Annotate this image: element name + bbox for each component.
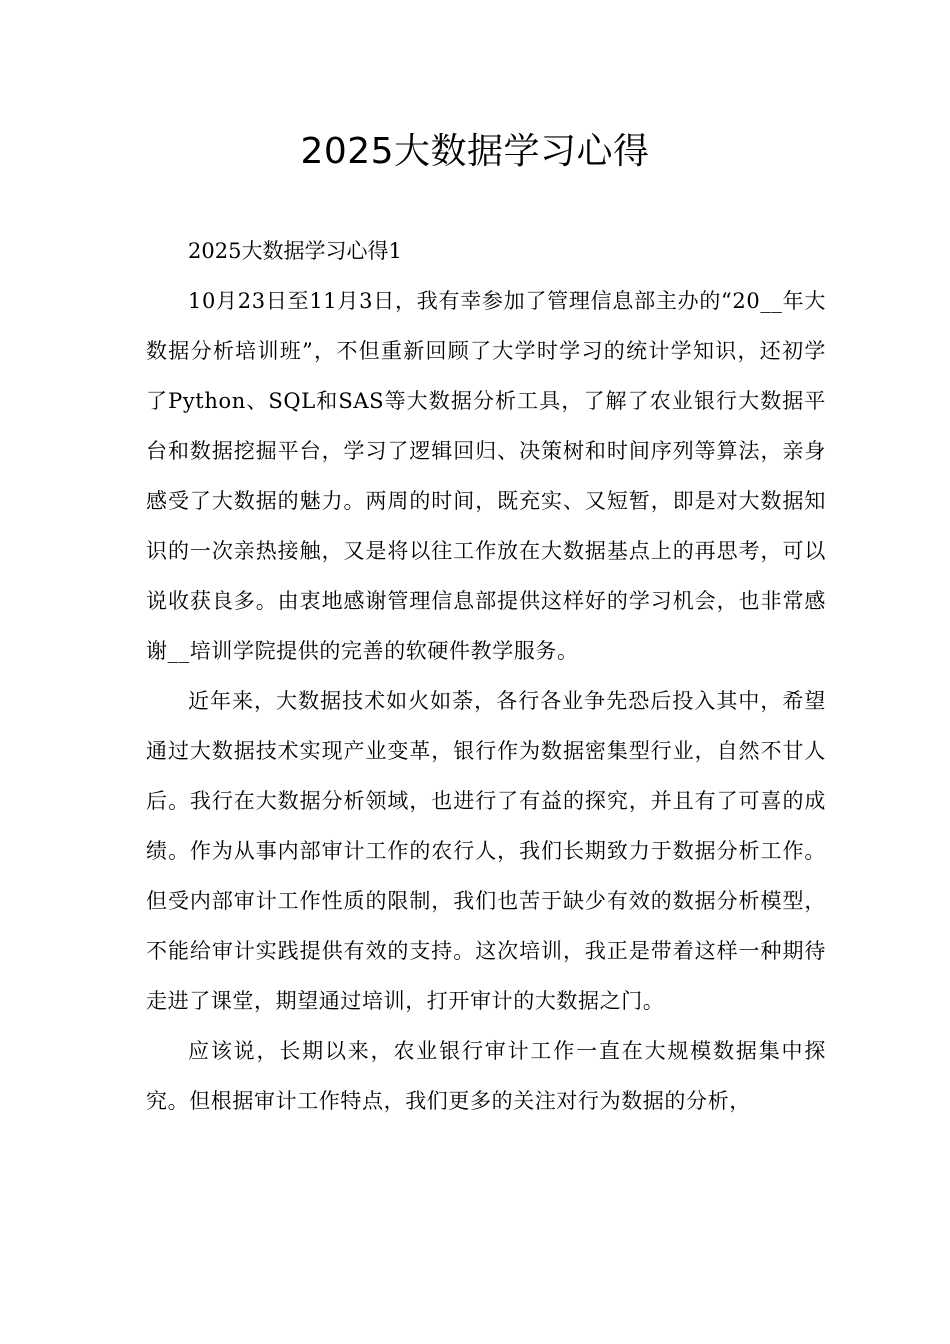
paragraph-1: 10月23日至11月3日，我有幸参加了管理信息部主办的“20__年大数据分析培训班”，不但重新回顾了大学时学习的统计学知识，还初学了Python、SQL和SAS等大数据分析工具，了解了农业银行大数据平台和数据挖掘平台，学习了逻辑回归、决策树和时间序列等算法，亲身感受了大数据的魅力。两周的时间，既充实、又短暂，即是对大数据知识的一次亲热接触，又是将以往工作放在大数据基点上的再思考，可以说收获良多。由衷地感谢管理信息部提供这样好的学习机会，也非常感谢__培训学院提供的完善的软硬件教学服务。 [146, 289, 826, 663]
document-body [146, 226, 826, 1126]
paragraph-3: 应该说，长期以来，农业银行审计工作一直在大规模数据集中探究。但根据审计工作特点，我们更多的关注对行为数据的分析， [146, 1039, 826, 1113]
document-title: 2025大数据学习心得 [300, 131, 650, 172]
section-heading: 2025大数据学习心得1 [188, 239, 402, 263]
paragraph-2: 近年来，大数据技术如火如荼，各行各业争先恐后投入其中，希望通过大数据技术实现产业变革，银行作为数据密集型行业，自然不甘人后。我行在大数据分析领域，也进行了有益的探究，并且有了可喜的成绩。作为从事内部审计工作的农行人，我们长期致力于数据分析工作。但受内部审计工作性质的限制，我们也苦于缺少有效的数据分析模型，不能给审计实践提供有效的支持。这次培训，我正是带着这样一种期待走进了课堂，期望通过培训，打开审计的大数据之门。 [146, 689, 826, 1013]
